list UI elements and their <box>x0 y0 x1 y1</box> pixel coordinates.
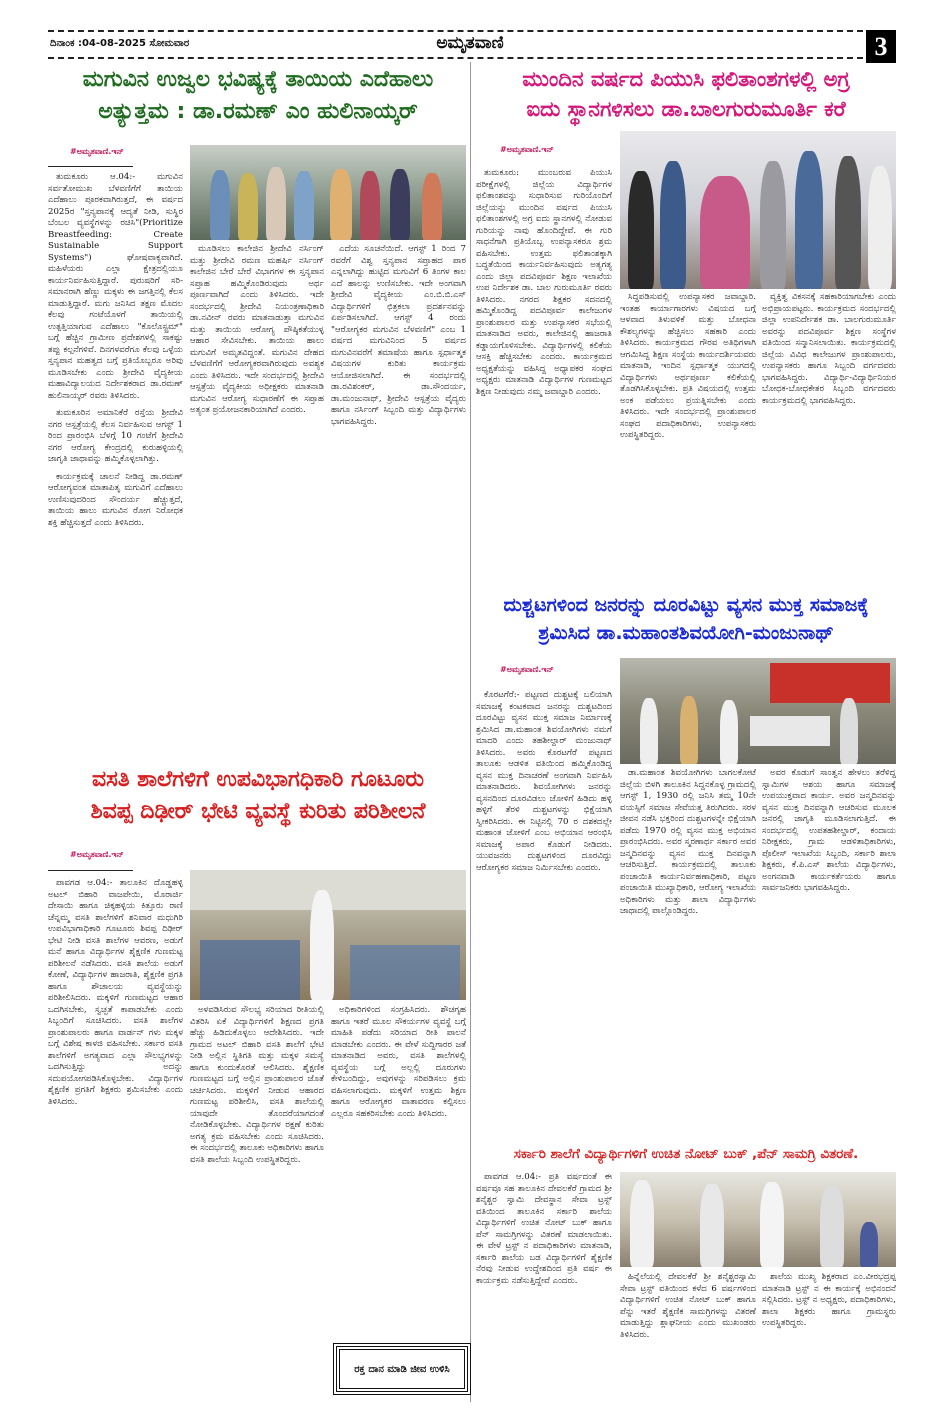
article-1-column-1 <box>48 172 183 760</box>
paragraph: ವ್ಯಕ್ತಿತ್ವ ವಿಕಸನಕ್ಕೆ ಸಹಕಾರಿಯಾಗಬೇಕು ಎಂದು ಅಭಿಪ್ರಾಯಪಟ್ಟರು. ಕಾರ್ಯಕ್ರಮದ ಸಂದರ್ಭದಲ್ಲಿ ಜಿಲ್ಲಾ ಉಪನಿರ್ದೇಶಕ ಡಾ. ಬಾಲಗುರುಮೂರ್ತಿ ಅವರನ್ನು ಪದವಿಪೂರ್ವ ಶಿಕ್ಷಣ ಸಂಸ್ಥೆಗಳ ವತಿಯಿಂದ ಸನ್ಮಾನಿಸಲಾಯಿತು. ಕಾರ್ಯಕ್ರಮದಲ್ಲಿ ಜಿಲ್ಲೆಯ ವಿವಿಧ ಕಾಲೇಜುಗಳ ಪ್ರಾಂಶುಪಾಲರು, ಉಪನ್ಯಾಸಕರು ಹಾಗೂ ಸಿಬ್ಬಂದಿ ವರ್ಗದವರು ಭಾಗವಹಿಸಿದ್ದರು. ವಿದ್ಯಾರ್ಥಿ-ವಿದ್ಯಾರ್ಥಿನಿಯರ ಬೋಧಕ-ಬೋಧಕೇತರ ಸಿಬ್ಬಂದಿ ವರ್ಗದವರು ಕಾರ್ಯಕ್ರಮದಲ್ಲಿ ಭಾಗವಹಿಸಿದ್ದರು. <box>762 292 896 406</box>
article-1-column-3 <box>331 244 466 760</box>
headline-line: ಐದು ಸ್ಥಾನಗಳಿಸಲು ಡಾ.ಬಾಲಗುರುಮೂರ್ತಿ ಕರೆ <box>526 97 846 122</box>
article-3-column-1 <box>476 690 612 1135</box>
article-2-photo-felicitation <box>620 131 896 289</box>
paragraph: ತುಮಕೂರು ಆ.04:- ಮಗುವಿನ ಸರ್ವತೋಮುಖ ಬೆಳವಣಿಗೆಗೆ ತಾಯಿಯ ಎದೆಹಾಲು ಪೂರಕವಾಗಿರುತ್ತದೆ, ಈ ವರ್ಷದ 2025ರ "ಸ್ತನ್ಯಪಾನಕ್ಕೆ ಆದ್ಯತೆ ನೀಡಿ, ಸುಸ್ಥಿರ ಬೆಂಬಲ ವ್ಯವಸ್ಥೆಗಳನ್ನು ರಚಿಸಿ"(Prioritize Breastfeeding: Create Sustainable Support Systems") ಘೋಷವಾಕ್ಯವಾಗಿದೆ. ಮಹಿಳೆಯರು ಎಲ್ಲಾ ಕ್ಷೇತ್ರದಲ್ಲಿಯೂ ಕಾರ್ಯನಿರ್ವಹಿಸುತ್ತಿದ್ದಾರೆ. ಪುರುಷರಿಗೆ ಸರಿ-ಸಮಾನರಾಗಿ ಹೆಣ್ಣು ಮಕ್ಕಳು ಈ ಜಗತ್ತಿನಲ್ಲಿ ಕೆಲಸ ಮಾಡುತ್ತಿದ್ದಾರೆ. ಮಗು ಜನಿಸಿದ ತಕ್ಷಣ ಮೊದಲ ಕೆಲವು ಗಂಟೆಯೊಳಗೆ ತಾಯಿಯಲ್ಲಿ ಉತ್ಪತ್ತಿಯಾಗುವ ಎದೆಹಾಲು "ಕೊಲೊಸ್ಟ್ರಮ್" ಬಗ್ಗೆ ಹೆಚ್ಚಿನ ಗ್ರಾಮೀಣ ಪ್ರದೇಶಗಳಲ್ಲಿ ಸಾಕಷ್ಟು ತಪ್ಪು ಕಲ್ಪನೆಗಳಿವೆ. ದಿನಗಳವರೆಗೂ ಕೆಲವು ಒಳ್ಳೆಯ ಸ್ತನ್ಯಪಾನ ಮಹತ್ವದ ಬಗ್ಗೆ ಪ್ರತಿಯೊಬ್ಬರೂ ಅರಿವು ಮೂಡಿಸಬೇಕು ಎಂದು ಶ್ರೀದೇವಿ ವೈದ್ಯಕೀಯ ಮಹಾವಿದ್ಯಾಲಯದ ನಿರ್ದೇಶಕರಾದ ಡಾ.ರಮಣ್ ಹುಲಿನಾಯ್ಕರ್ ರವರು ತಿಳಿಸಿದರು. <box>48 172 183 401</box>
paragraph: ಅಳವಡಿಸಿರುವ ಸೌಲಭ್ಯ ಸರಿಯಾದ ರೀತಿಯಲ್ಲಿ ವಿತರಿಸಿ ಏಕೆ ವಿದ್ಯಾರ್ಥಿಗಳಿಗೆ ಶಿಕ್ಷಣದ ಪ್ರಗತಿ ಹೆಚ್ಚು ಹಿಡಿದುಕೊಳ್ಳಲು ಆದೇಶಿಸಿದರು. ಇದೇ ಗ್ರಾಮದ ಅಟಲ್ ಬಿಹಾರಿ ವಸತಿ ಶಾಲೆಗೆ ಭೇಟಿ ನೀಡಿ ಅಲ್ಲಿನ ಸ್ಥಿತಿಗತಿ ಮತ್ತು ಮಕ್ಕಳ ಸಮಸ್ಯೆ ಹಾಗೂ ಕುಂದುಕೊರತೆ ಆಲಿಸಿದರು. ಶೈಕ್ಷಣಿಕ ಗುಣಮಟ್ಟದ ಬಗ್ಗೆ ಅಲ್ಲಿನ ಪ್ರಾಂಶುಪಾಲರ ಜೊತೆ ಚರ್ಚಿಸಿದರು. ಮಕ್ಕಳಿಗೆ ನೀಡುವ ಆಹಾರದ ಗುಣಮಟ್ಟ ಪರಿಶೀಲಿಸಿ, ವಸತಿ ಶಾಲೆಯಲ್ಲಿ ಯಾವುದೇ ತೊಂದರೆಯಾಗದಂತೆ ನೋಡಿಕೊಳ್ಳಬೇಕು. ವಿದ್ಯಾರ್ಥಿಗಳ ರಕ್ಷಣೆ ಕುರಿತು ಅಗತ್ಯ ಕ್ರಮ ವಹಿಸಬೇಕು ಎಂದು ಸೂಚಿಸಿದರು. ಈ ಸಂದರ್ಭದಲ್ಲಿ ತಾಲೂಕು ಅಧಿಕಾರಿಗಳು ಹಾಗೂ ವಸತಿ ಶಾಲೆಯ ಸಿಬ್ಬಂದಿ ಉಪಸ್ಥಿತರಿದ್ದರು. <box>190 1005 324 1165</box>
article-5-column-1 <box>476 1172 612 1400</box>
page-number: 3 <box>866 30 896 63</box>
headline-line: ಅತ್ಯುತ್ತಮ : ಡಾ.ರಮಣ್ ಎಂ ಹುಲಿನಾಯ್ಕರ್ <box>98 98 418 124</box>
paragraph: ತುಮಕೂರು: ಮುಂಬರುವ ಪಿಯುಸಿ ಪರೀಕ್ಷೆಗಳಲ್ಲಿ ಜಿಲ್ಲೆಯ ವಿದ್ಯಾರ್ಥಿಗಳ ಫಲಿತಾಂಶವನ್ನು ಸುಧಾರಿಸುವ ಗುರಿಯೊಂದಿಗೆ ಜಿಲ್ಲೆಯನ್ನು ಮುಂದಿನ ವರ್ಷದ ಪಿಯುಸಿ ಫಲಿತಾಂಶಗಳಲ್ಲಿ ಅಗ್ರ ಐದು ಸ್ಥಾನಗಳಲ್ಲಿ ನೋಡುವ ಗುರಿಯನ್ನು ನಾವು ಹೊಂದಿದ್ದೇವೆ. ಈ ಗುರಿ ಸಾಧನೆಗಾಗಿ ಪ್ರತಿಯೊಬ್ಬ ಉಪನ್ಯಾಸಕರೂ ಶ್ರಮ ವಹಿಸಬೇಕು. ಉತ್ತಮ ಫಲಿತಾಂಶಕ್ಕಾಗಿ ಬದ್ಧತೆಯಿಂದ ಕಾರ್ಯನಿರ್ವಹಿಸುವುದು ಅತ್ಯಗತ್ಯ ಎಂದು ಜಿಲ್ಲಾ ಪದವಿಪೂರ್ವ ಶಿಕ್ಷಣ ಇಲಾಖೆಯ ಉಪ ನಿರ್ದೇಶಕ ಡಾ. ಬಾಲ ಗುರುಮೂರ್ತಿ ರವರು ತಿಳಿಸಿದರು. ನಗರದ ಶಿಕ್ಷಕರ ಸದನದಲ್ಲಿ ಹಮ್ಮಿಕೊಂಡಿದ್ದ ಪದವಿಪೂರ್ವ ಕಾಲೇಜುಗಳ ಪ್ರಾಂಶುಪಾಲರ ಮತ್ತು ಉಪನ್ಯಾಸಕರ ಸಭೆಯಲ್ಲಿ ಮಾತನಾಡಿದ ಅವರು, ಕಾಲೇಜಿನಲ್ಲಿ ಹಾಜರಾತಿ ಕಡ್ಡಾಯಗೊಳಿಸಬೇಕು. ವಿದ್ಯಾರ್ಥಿಗಳಲ್ಲಿ ಕಲಿಕೆಯ ಆಸಕ್ತಿ ಹೆಚ್ಚಿಸಬೇಕು ಎಂದರು. ಕಾರ್ಯಕ್ರಮದ ಅಧ್ಯಕ್ಷತೆಯನ್ನು ವಹಿಸಿದ್ದ ಅಧ್ಯಾಪಕರ ಸಂಘದ ಅಧ್ಯಕ್ಷರು ಮಾತನಾಡಿ ವಿದ್ಯಾರ್ಥಿಗಳ ಗುಣಮಟ್ಟದ ಶಿಕ್ಷಣ ನೀಡುವುದು ನಮ್ಮ ಜವಾಬ್ದಾರಿ ಎಂದರು. <box>476 168 612 397</box>
divider <box>48 870 133 871</box>
paragraph: ಕಾರ್ಯಕ್ರಮಕ್ಕೆ ಚಾಲನೆ ನೀಡಿದ್ದ ಡಾ.ರಮಣ್ ಆರೋಗ್ಯವಂತ ಮಾತಾಪಿತೃ ಮಗುವಿಗೆ ಎದೆಹಾಲು ಉಣಿಸುವುದರಿಂದ ಸೌಂದರ್ಯ ಹೆಚ್ಚುತ್ತದೆ, ತಾಯಿಯ ಹಾಲು ಮಗುವಿನ ರೋಗ ನಿರೋಧಕ ಶಕ್ತಿ ಹೆಚ್ಚಿಸುತ್ತದೆ ಎಂದು ತಿಳಿಸಿದರು. <box>48 471 183 528</box>
paragraph: ಅವರ ಕೊಡುಗೆ ಸಾಂತ್ವನ ಹೇಳಲು ತರೆಳಿದ್ದ ಸ್ವಾಮಿಗಳ ಆಶಯ ಹಾಗೂ ಸಮಾಜಕ್ಕೆ ಉಪಯುಕ್ತವಾದ ಕಾರ್ಯ. ಅವರ ಜನ್ಮದಿನವನ್ನು ವ್ಯಸನ ಮುಕ್ತ ದಿನವನ್ನಾಗಿ ಆಚರಿಸುವ ಮೂಲಕ ಜನರಲ್ಲಿ ಜಾಗೃತಿ ಮೂಡಿಸಲಾಗುತ್ತಿದೆ. ಈ ಸಂದರ್ಭದಲ್ಲಿ ಉಪತಹಶೀಲ್ದಾರ್, ಕಂದಾಯ ನಿರೀಕ್ಷಕರು, ಗ್ರಾಮ ಆಡಳಿತಾಧಿಕಾರಿಗಳು, ಪೊಲೀಸ್ ಇಲಾಖೆಯ ಸಿಬ್ಬಂದಿ, ಸರ್ಕಾರಿ ಶಾಲಾ ಶಿಕ್ಷಕರು, ಕೆ.ಪಿ.ಎಸ್ ಶಾಲೆಯ ವಿದ್ಯಾರ್ಥಿಗಳು, ಅಂಗನವಾಡಿ ಕಾರ್ಯಕರ್ತೆಯರು ಹಾಗೂ ಸಾರ್ವಜನಿಕರು ಭಾಗವಹಿಸಿದ್ದರು. <box>762 768 896 893</box>
article-2-tag: #ಅಮೃತವಾಣಿ.ಇನ್ <box>500 145 554 154</box>
headline-line: ಶಿವಪ್ಪ ದಿಢೀರ್ ಭೇಟಿ ವ್ಯವಸ್ಥೆ ಕುರಿತು ಪರಿಶೀಲನೆ <box>90 798 426 824</box>
article-2-headline <box>476 64 896 125</box>
headline-line: ಮುಂದಿನ ವರ್ಷದ ಪಿಯುಸಿ ಫಲಿತಾಂಶಗಳಲ್ಲಿ ಅಗ್ರ <box>522 67 850 91</box>
headline-line: ದುಶ್ಚಟಗಳಿಂದ ಜನರನ್ನು ದೂರವಿಟ್ಟು ವ್ಯಸನ ಮುಕ್ತ ಸಮಾಜಕ್ಕೆ <box>503 594 869 616</box>
paragraph: ಹಿನ್ನೆಲೆಯಲ್ಲಿ ದೇವಲಕೆರೆ ಶ್ರೀ ಶನೈಶ್ಚರಸ್ವಾಮಿ ಸೇವಾ ಟ್ರಸ್ಟ್ ವತಿಯಿಂದ ಕಳೆದ 6 ವರ್ಷಗಳಿಂದ ವಿದ್ಯಾರ್ಥಿಗಳಿಗೆ ಉಚಿತ ನೋಟ್ ಬುಕ್ ಹಾಗೂ ಪೆನ್ನು ಇತರೆ ಶೈಕ್ಷಣಿಕ ಸಾಮಗ್ರಿಗಳನ್ನು ವಿತರಣೆ ಮಾಡುತ್ತಿದ್ದು ಶ್ಲಾಘನೀಯ ಎಂದು ಮುಖಂಡರು ತಿಳಿಸಿದರು. <box>620 1272 756 1340</box>
article-3-headline <box>476 592 896 647</box>
masthead: ಅಮೃತವಾಣಿ <box>436 33 504 53</box>
article-5-headline: ಸರ್ಕಾರಿ ಶಾಲೆಗೆ ವಿದ್ಯಾರ್ಥಿಗಳಿಗೆ ಉಚಿತ ನೋಟ್ ಬುಕ್ ,ಪೆನ್ ಸಾಮಗ್ರಿ ವಿತರಣೆ. <box>513 1146 859 1162</box>
headline-line: ಮಗುವಿನ ಉಜ್ವಲ ಭವಿಷ್ಯಕ್ಕೆ ತಾಯಿಯ ಎದೆಹಾಲು <box>82 67 434 92</box>
divider <box>48 166 133 167</box>
article-3-column-2 <box>620 768 756 1135</box>
article-1-column-2 <box>190 244 324 760</box>
paragraph: ತುಮಕೂರಿನ ಅಮಾನಿಕೆರೆ ರಸ್ತೆಯ ಶ್ರೀದೇವಿ ನಗರ ಆಸ್ಪತ್ರೆಯಲ್ಲಿ ಕೆಲಸ ನಿರ್ವಹಿಸುವ ಆಗಸ್ಟ್ 1 ರಿಂದ ಪ್ರಾರಂಭಿಸಿ ಬೆಳಗ್ಗೆ 10 ಗಂಟೆಗೆ ಶ್ರೀದೇವಿ ನಗರ ಆರೋಗ್ಯ ಕೇಂದ್ರದಲ್ಲಿ ಕುರುಹಳ್ಳಿಯಲ್ಲಿ ಜಾಗೃತಿ ಜಾಥಾವನ್ನು ಹಮ್ಮಿಕೊಳ್ಳಲಾಗಿತ್ತು. <box>48 408 183 464</box>
article-3-column-3 <box>762 768 896 1135</box>
article-5-column-3 <box>762 1272 896 1400</box>
article-4-column-3 <box>331 1005 466 1340</box>
headline-line: ಶ್ರಮಿಸಿದ ಡಾ.ಮಹಾಂತಶಿವಯೋಗಿ-ಮಂಜುನಾಥ್ <box>538 621 834 644</box>
article-4-tag: #ಅಮೃತವಾಣಿ.ಇನ್ <box>70 850 124 859</box>
paragraph: ಅಧಿಕಾರಿಗಳಿಂದ ಸಂಗ್ರಹಿಸಿದರು. ಶೌಚಗೃಹ ಹಾಗೂ ಇತರೆ ಮೂಲ ಸೌಕರ್ಯಗಳ ವ್ಯವಸ್ಥೆ ಬಗ್ಗೆ ಮಾಹಿತಿ ಪಡೆದು ಸರಿಯಾದ ರೀತಿ ಪಾಲನೆ ಮಾಡಬೇಕು ಎಂದರು. ಈ ವೇಳೆ ಸುದ್ದಿಗಾರರ ಜತೆ ಮಾತನಾಡಿದ ಅವರು, ವಸತಿ ಶಾಲೆಗಳಲ್ಲಿ ವ್ಯವಸ್ಥೆಯ ಬಗ್ಗೆ ಅಲ್ಲಲ್ಲಿ ದೂರುಗಳು ಕೇಳಿಬಂದಿದ್ದು, ಅವುಗಳನ್ನು ಸರಿಪಡಿಸಲು ಕ್ರಮ ವಹಿಸಲಾಗುವುದು. ಮಕ್ಕಳಿಗೆ ಉತ್ತಮ ಶಿಕ್ಷಣ ಹಾಗೂ ಆರೋಗ್ಯಕರ ವಾತಾವರಣ ಕಲ್ಪಿಸಲು ಎಲ್ಲರೂ ಸಹಕರಿಸಬೇಕು ಎಂದು ತಿಳಿಸಿದರು. <box>331 1005 466 1119</box>
header-bottom-rule <box>48 57 863 59</box>
headline-line: ವಸತಿ ಶಾಲೆಗಳಿಗೆ ಉಪವಿಭಾಗಧಿಕಾರಿ ಗೂಟೂರು <box>92 767 424 792</box>
article-1-tag: #ಅಮೃತವಾಣಿ.ಇನ್ <box>70 147 124 156</box>
paragraph: ಪಾವಗಡ ಆ.04:- ಪ್ರತಿ ವರ್ಷದಂತೆ ಈ ವರ್ಷವೂ ಸಹ ತಾಲೂಕಿನ ದೇವಲಕೆರೆ ಗ್ರಾಮದ ಶ್ರೀ ಶನೈಶ್ಚರ ಸ್ವಾಮಿ ದೇವಸ್ಥಾನ ಸೇವಾ ಟ್ರಸ್ಟ್ ವತಿಯಿಂದ ತಾಲೂಕಿನ ಸರ್ಕಾರಿ ಶಾಲೆಯ ವಿದ್ಯಾರ್ಥಿಗಳಿಗೆ ಉಚಿತ ನೋಟ್ ಬುಕ್ ಹಾಗೂ ಪೆನ್ ಸಾಮಗ್ರಿಗಳನ್ನು ವಿತರಣೆ ಮಾಡಲಾಯಿತು. ಈ ವೇಳೆ ಟ್ರಸ್ಟ್ ನ ಪದಾಧಿಕಾರಿಗಳು ಮಾತನಾಡಿ, ಸರ್ಕಾರಿ ಶಾಲೆಯ ಬಡ ವಿದ್ಯಾರ್ಥಿಗಳಿಗೆ ಶೈಕ್ಷಣಿಕ ನೆರವು ನೀಡುವ ಉದ್ದೇಶದಿಂದ ಪ್ರತಿ ವರ್ಷ ಈ ಕಾರ್ಯಕ್ರಮ ನಡೆಸುತ್ತಿದ್ದೇವೆ ಎಂದರು. <box>476 1172 612 1286</box>
issue-date: ದಿನಾಂಕ :04-08-2025 ಸೋಮವಾರ <box>50 38 190 49</box>
blood-donation-ad-box: ರಕ್ತ ದಾನ ಮಾಡಿ ಜೀವ ಉಳಿಸಿ <box>336 1346 468 1392</box>
paragraph: ಡಾ.ಮಹಾಂತ ಶಿವಯೋಗಿಗಳು ಬಾಗಲಕೋಟೆ ಜಿಲ್ಲೆಯ ಬಿಳಗಿ ತಾಲೂಕಿನ ಸಿದ್ದನಕೊಳ್ಳ ಗ್ರಾಮದಲ್ಲಿ ಆಗಸ್ಟ್ 1, 1930 ರಲ್ಲಿ ಜನಿಸಿ ತಮ್ಮ 10ನೇ ವಯಸ್ಸಿಗೆ ಸಮಾಜ ಸೇವೆಯತ್ತ ತಿರುಗಿದರು. ಸರಳ ಜೀವನ ನಡೆಸಿ ಭಕ್ತರಿಂದ ದುಶ್ಚಟಗಳನ್ನೇ ಭಿಕ್ಷೆಯಾಗಿ ಪಡೆದು 1970 ರಲ್ಲಿ ವ್ಯಸನ ಮುಕ್ತ ಅಭಿಯಾನ ಪ್ರಾರಂಭಿಸಿದರು. ಅವರ ಸ್ಮರಣಾರ್ಥ ಸರ್ಕಾರ ಅವರ ಜನ್ಮದಿನವನ್ನು ವ್ಯಸನ ಮುಕ್ತ ದಿನವನ್ನಾಗಿ ಆಚರಿಸುತ್ತಿದೆ. ಕಾರ್ಯಕ್ರಮದಲ್ಲಿ ತಾಲೂಕು ಪಂಚಾಯಿತಿ ಕಾರ್ಯನಿರ್ವಹಣಾಧಿಕಾರಿ, ಪಟ್ಟಣ ಪಂಚಾಯಿತಿ ಮುಖ್ಯಾಧಿಕಾರಿ, ಆರೋಗ್ಯ ಇಲಾಖೆಯ ಅಧಿಕಾರಿಗಳು ಮತ್ತು ಶಾಲಾ ವಿದ್ಯಾರ್ಥಿಗಳು ಜಾಥಾದಲ್ಲಿ ಪಾಲ್ಗೊಂಡಿದ್ದರು. <box>620 768 756 916</box>
paragraph: ಕೊರಟಗೆರೆ:- ಪಟ್ಟಣದ ದುಶ್ಚಟಕ್ಕೆ ಬಲಿಯಾಗಿ ಸಮಾಜಕ್ಕೆ ಕಂಟಕವಾದ ಜನರನ್ನು ದುಶ್ಚಟದಿಂದ ದೂರವಿಟ್ಟು ವ್ಯಸನ ಮುಕ್ತ ಸಮಾಜ ನಿರ್ಮಾಣಕ್ಕೆ ಶ್ರಮಿಸಿದ ಡಾ.ಮಹಾಂತ ಶಿವಯೋಗಿಗಳು ನಮಗೆ ಮಾದರಿ ಎಂದು ತಹಶೀಲ್ದಾರ್ ಮಂಜುನಾಥ್ ತಿಳಿಸಿದರು. ಅವರು ಕೊರಟಗೆರೆ ಪಟ್ಟಣದ ತಾಲೂಕು ಆಡಳಿತ ವತಿಯಿಂದ ಹಮ್ಮಿಕೊಂಡಿದ್ದ ವ್ಯಸನ ಮುಕ್ತ ದಿನಾಚರಣೆ ಅಂಗವಾಗಿ ನಿರ್ವಹಿಸಿ ಮಾತನಾಡಿದರು. ಶಿವಯೋಗಿಗಳು ಜನರನ್ನು ವ್ಯಸನದಿಂದ ದೂರವಿಡಲು ಜೋಳಿಗೆ ಹಿಡಿದು ಹಳ್ಳಿ ಹಳ್ಳಿಗೆ ತೆರಳಿ ದುಶ್ಚಟಗಳನ್ನು ಭಿಕ್ಷೆಯಾಗಿ ಸ್ವೀಕರಿಸಿದರು. ಈ ನಿಟ್ಟಿನಲ್ಲಿ 70 ರ ದಶಕದಲ್ಲೇ ಮಹಾಂತ ಜೋಳಿಗೆ ಎಂಬ ಅಭಿಯಾನ ಆರಂಭಿಸಿ ಸಮಾಜಕ್ಕೆ ಅಪಾರ ಕೊಡುಗೆ ನೀಡಿದರು. ಯುವಜನರು ದುಶ್ಚಟಗಳಿಂದ ದೂರವಿದ್ದು ಆರೋಗ್ಯಕರ ಸಮಾಜ ನಿರ್ಮಿಸಬೇಕು ಎಂದರು. <box>476 690 612 873</box>
article-4-photo-classroom <box>190 870 466 1000</box>
article-2-column-1 <box>476 168 612 580</box>
column-divider <box>470 62 471 1402</box>
article-3-photo-rally <box>620 658 896 764</box>
article-5-column-2 <box>620 1272 756 1400</box>
article-4-column-1 <box>48 878 183 1400</box>
paragraph: ಪಾವಗಡ ಆ.04:- ತಾಲೂಕಿನ ದೊಡ್ಡಹಳ್ಳಿ ಅಟಲ್ ಬಿಹಾರಿ ವಾಜಪೇಯಿ, ಮೊರಾರ್ಜಿ ದೇಸಾಯಿ ಹಾಗೂ ಚಿಕ್ಕಹಳ್ಳಿಯ ಕಿತ್ತೂರು ರಾಣಿ ಚೆನ್ನಮ್ಮ ವಸತಿ ಶಾಲೆಗಳಿಗೆ ಶನಿವಾರ ಮಧುಗಿರಿ ಉಪವಿಭಾಗಾಧಿಕಾರಿ ಗೂಟೂರು ಶಿವಪ್ಪ ದಿಢೀರ್ ಭೇಟಿ ನೀಡಿ ವಸತಿ ಶಾಲೆಗಳ ಆವರಣ, ಅಡುಗೆ ಮನೆ ಹಾಗೂ ವಿದ್ಯಾರ್ಥಿಗಳ ಶೈಕ್ಷಣಿಕ ಗುಣಮಟ್ಟ ಪರಿಶೀಲನೆ ನಡೆಸಿದರು. ವಸತಿ ಶಾಲೆಯ ಅಡುಗೆ ಕೋಣೆ, ವಿದ್ಯಾರ್ಥಿಗಳ ಹಾಜರಾತಿ, ಶೈಕ್ಷಣಿಕ ಪ್ರಗತಿ ಹಾಗೂ ಶೌಚಾಲಯ ವ್ಯವಸ್ಥೆಯನ್ನು ಪರಿಶೀಲಿಸಿದರು. ಮಕ್ಕಳಿಗೆ ಗುಣಮಟ್ಟದ ಆಹಾರ ಒದಗಿಸಬೇಕು, ಸ್ವಚ್ಛತೆ ಕಾಪಾಡಬೇಕು ಎಂದು ಸಿಬ್ಬಂದಿಗೆ ಸೂಚಿಸಿದರು. ವಸತಿ ಶಾಲೆಗಳ ಪ್ರಾಂಶುಪಾಲರು ಹಾಗೂ ವಾರ್ಡನ್ ಗಳು ಮಕ್ಕಳ ಬಗ್ಗೆ ವಿಶೇಷ ಕಾಳಜಿ ವಹಿಸಬೇಕು. ಸರ್ಕಾರ ವಸತಿ ಶಾಲೆಗಳಿಗೆ ಅಗತ್ಯವಾದ ಎಲ್ಲಾ ಸೌಲಭ್ಯಗಳನ್ನು ಒದಗಿಸುತ್ತಿದ್ದು ಅದನ್ನು ಸದುಪಯೋಗಪಡಿಸಿಕೊಳ್ಳಬೇಕು. ವಿದ್ಯಾರ್ಥಿಗಳ ಶೈಕ್ಷಣಿಕ ಪ್ರಗತಿಗೆ ಶಿಕ್ಷಕರು ಶ್ರಮಿಸಬೇಕು ಎಂದು ತಿಳಿಸಿದರು. <box>48 878 183 1107</box>
paragraph: ಸಿದ್ಧಪಡಿಸುವಲ್ಲಿ ಉಪನ್ಯಾಸಕರ ಜವಾಬ್ದಾರಿ. ಇಂತಹ ಕಾರ್ಯಾಗಾರಗಳು ವಿಷಯದ ಬಗ್ಗೆ ಆಳವಾದ ತಿಳುವಳಿಕೆ ಮತ್ತು ಬೋಧನಾ ಕೌಶಲ್ಯಗಳನ್ನು ಹೆಚ್ಚಿಸಲು ಸಹಕಾರಿ ಎಂದು ತಿಳಿಸಿದರು. ಕಾರ್ಯಕ್ರಮದ ಗೌರವ ಅತಿಥಿಗಳಾಗಿ ಆಗಮಿಸಿದ್ದ ಶಿಕ್ಷಣ ಸಂಸ್ಥೆಯ ಕಾರ್ಯದರ್ಶಿಯವರು ಮಾತನಾಡಿ, ಇಂದಿನ ಸ್ಪರ್ಧಾತ್ಮಕ ಯುಗದಲ್ಲಿ ವಿದ್ಯಾರ್ಥಿಗಳು ಅರ್ಥಪೂರ್ಣ ಕಲಿಕೆಯಲ್ಲಿ ತೊಡಗಿಸಿಕೊಳ್ಳಬೇಕು. ಪ್ರತಿ ವಿಷಯದಲ್ಲಿ ಉತ್ತಮ ಅಂಕ ಪಡೆಯಲು ಪ್ರಯತ್ನಿಸಬೇಕು ಎಂದು ತಿಳಿಸಿದರು. ಇದೇ ಸಂದರ್ಭದಲ್ಲಿ ಪ್ರಾಂಶುಪಾಲರ ಸಂಘದ ಪದಾಧಿಕಾರಿಗಳು, ಉಪನ್ಯಾಸಕರು ಉಪಸ್ಥಿತರಿದ್ದರು. <box>620 292 756 440</box>
article-2-column-2 <box>620 292 756 580</box>
article-4-column-2 <box>190 1005 324 1400</box>
paragraph: ಎದೆಯ ಸೂಚನೆಯಿದೆ. ಆಗಸ್ಟ್ 1 ರಿಂದ 7 ರವರೆಗೆ ವಿಶ್ವ ಸ್ತನ್ಯಪಾನ ಸಪ್ತಾಹದ ಪಾಠ ಎನ್ನಲಾಗಿದ್ದು ಹುಟ್ಟಿದ ಮಗುವಿಗೆ 6 ತಿಂಗಳ ಕಾಲ ಎದೆ ಹಾಲನ್ನು ಉಣಿಸಬೇಕು. ಇದೇ ಅಂಗವಾಗಿ ಶ್ರೀದೇವಿ ವೈದ್ಯಕೀಯ ಎಂ.ಬಿ.ಬಿ.ಎಸ್ ವಿದ್ಯಾರ್ಥಿಗಳಿಗೆ ಛಿತ್ರಕಲಾ ಪ್ರದರ್ಶನವನ್ನು ಏರ್ಪಡಿಸಲಾಗಿದೆ. ಆಗಸ್ಟ್ 4 ರಂದು "ಆರೋಗ್ಯಕರ ಮಗುವಿನ ಬೆಳವಣಿಗೆ" ಎಂಬ 1 ವರ್ಷದ ಮಗುವಿನಿಂದ 5 ವರ್ಷದ ಮಗುವಿನವರೆಗೆ ತಮಾಷೆಯ ಹಾಗೂ ಸ್ಪರ್ಧಾತ್ಮಕ ವಿಷಯಗಳ ಕುರಿತು ಕಾರ್ಯಕ್ರಮ ಆಯೋಜಿಸಲಾಗಿದೆ. ಈ ಸಂದರ್ಭದಲ್ಲಿ ಡಾ.ರವಿಶಂಕರ್, ಡಾ.ಸೌಂದರ್ಯ, ಡಾ.ಮಂಜುನಾಥ್, ಶ್ರೀದೇವಿ ಆಸ್ಪತ್ರೆಯ ವೈದ್ಯರು ಹಾಗೂ ನರ್ಸಿಂಗ್ ಸಿಬ್ಬಂದಿ ಮತ್ತು ವಿದ್ಯಾರ್ಥಿಗಳು ಭಾಗವಹಿಸಿದ್ದರು. <box>331 244 466 427</box>
article-4-headline <box>48 764 468 828</box>
article-2-column-3 <box>762 292 896 580</box>
article-5-photo-distribution <box>620 1172 896 1267</box>
paragraph: ಮೂಡಿಸಲು ಕಾಲೇಜಿನ ಶ್ರೀದೇವಿ ನರ್ಸಿಂಗ್ ಮತ್ತು ಶ್ರೀದೇವಿ ರಮಣ ಮಹರ್ಷಿ ನರ್ಸಿಂಗ್ ಕಾಲೇಜಿನ ಬೇರೆ ಬೇರೆ ವಿಭಾಗಗಳ ಈ ಸ್ತನ್ಯಪಾನ ಸಪ್ತಾಹ ಹಮ್ಮಿಕೊಂಡಿರುವುದು ಅರ್ಥ ಪೂರ್ಣವಾಗಿದೆ ಎಂದು ತಿಳಿಸಿದರು. ಇದೇ ಸಂದರ್ಭದಲ್ಲಿ ಶ್ರೀದೇವಿ ನಿಯಂತ್ರಣಾಧಿಕಾರಿ ಡಾ.ನವೀನ್ ರವರು ಮಾತನಾಡುತ್ತಾ ಮಗುವಿನ ಮತ್ತು ತಾಯಿಯ ಆರೋಗ್ಯ ಪೌಷ್ಠಿಕತೆಯುಳ್ಳ ಆಹಾರ ಸೇವಿಸಬೇಕು. ತಾಯಿಯ ಹಾಲು ಮಗುವಿಗೆ ಅಮೃತವಿದ್ದಂತೆ. ಮಗುವಿನ ದೇಹದ ಬೆಳವಣಿಗೆಗೆ ಆರೋಗ್ಯಕರವಾಗಿರುವುದು ಅವಶ್ಯಕ ಎಂದು ತಿಳಿಸಿದರು. ಇದೇ ಸಂದರ್ಭದಲ್ಲಿ ಶ್ರೀದೇವಿ ಆಸ್ಪತ್ರೆಯ ವೈದ್ಯಕೀಯ ಅಧೀಕ್ಷಕರು ಮಾತನಾಡಿ ಮಗುವಿನ ಆರೋಗ್ಯ ಸುಧಾರಣೆಗೆ ಈ ಸಪ್ತಾಹ ಅತ್ಯಂತ ಪ್ರಯೋಜನಕಾರಿಯಾಗಿದೆ ಎಂದರು. <box>190 244 324 415</box>
article-1-headline <box>48 64 468 128</box>
article-3-tag: #ಅಮೃತವಾಣಿ.ಇನ್ <box>500 665 554 674</box>
article-1-photo-group <box>190 145 466 240</box>
paragraph: ಶಾಲೆಯ ಮುಖ್ಯ ಶಿಕ್ಷಕರಾದ ಎಂ.ವೀರಭದ್ರಪ್ಪ ಮಾತನಾಡಿ ಟ್ರಸ್ಟ್ ನ ಈ ಕಾರ್ಯಕ್ಕೆ ಅಭಿನಂದನೆ ಸಲ್ಲಿಸಿದರು. ಟ್ರಸ್ಟ್ ನ ಅಧ್ಯಕ್ಷರು, ಪದಾಧಿಕಾರಿಗಳು, ಶಾಲಾ ಶಿಕ್ಷಕರು ಹಾಗೂ ಗ್ರಾಮಸ್ಥರು ಉಪಸ್ಥಿತರಿದ್ದರು. <box>762 1272 896 1328</box>
header-top-rule <box>48 30 863 32</box>
